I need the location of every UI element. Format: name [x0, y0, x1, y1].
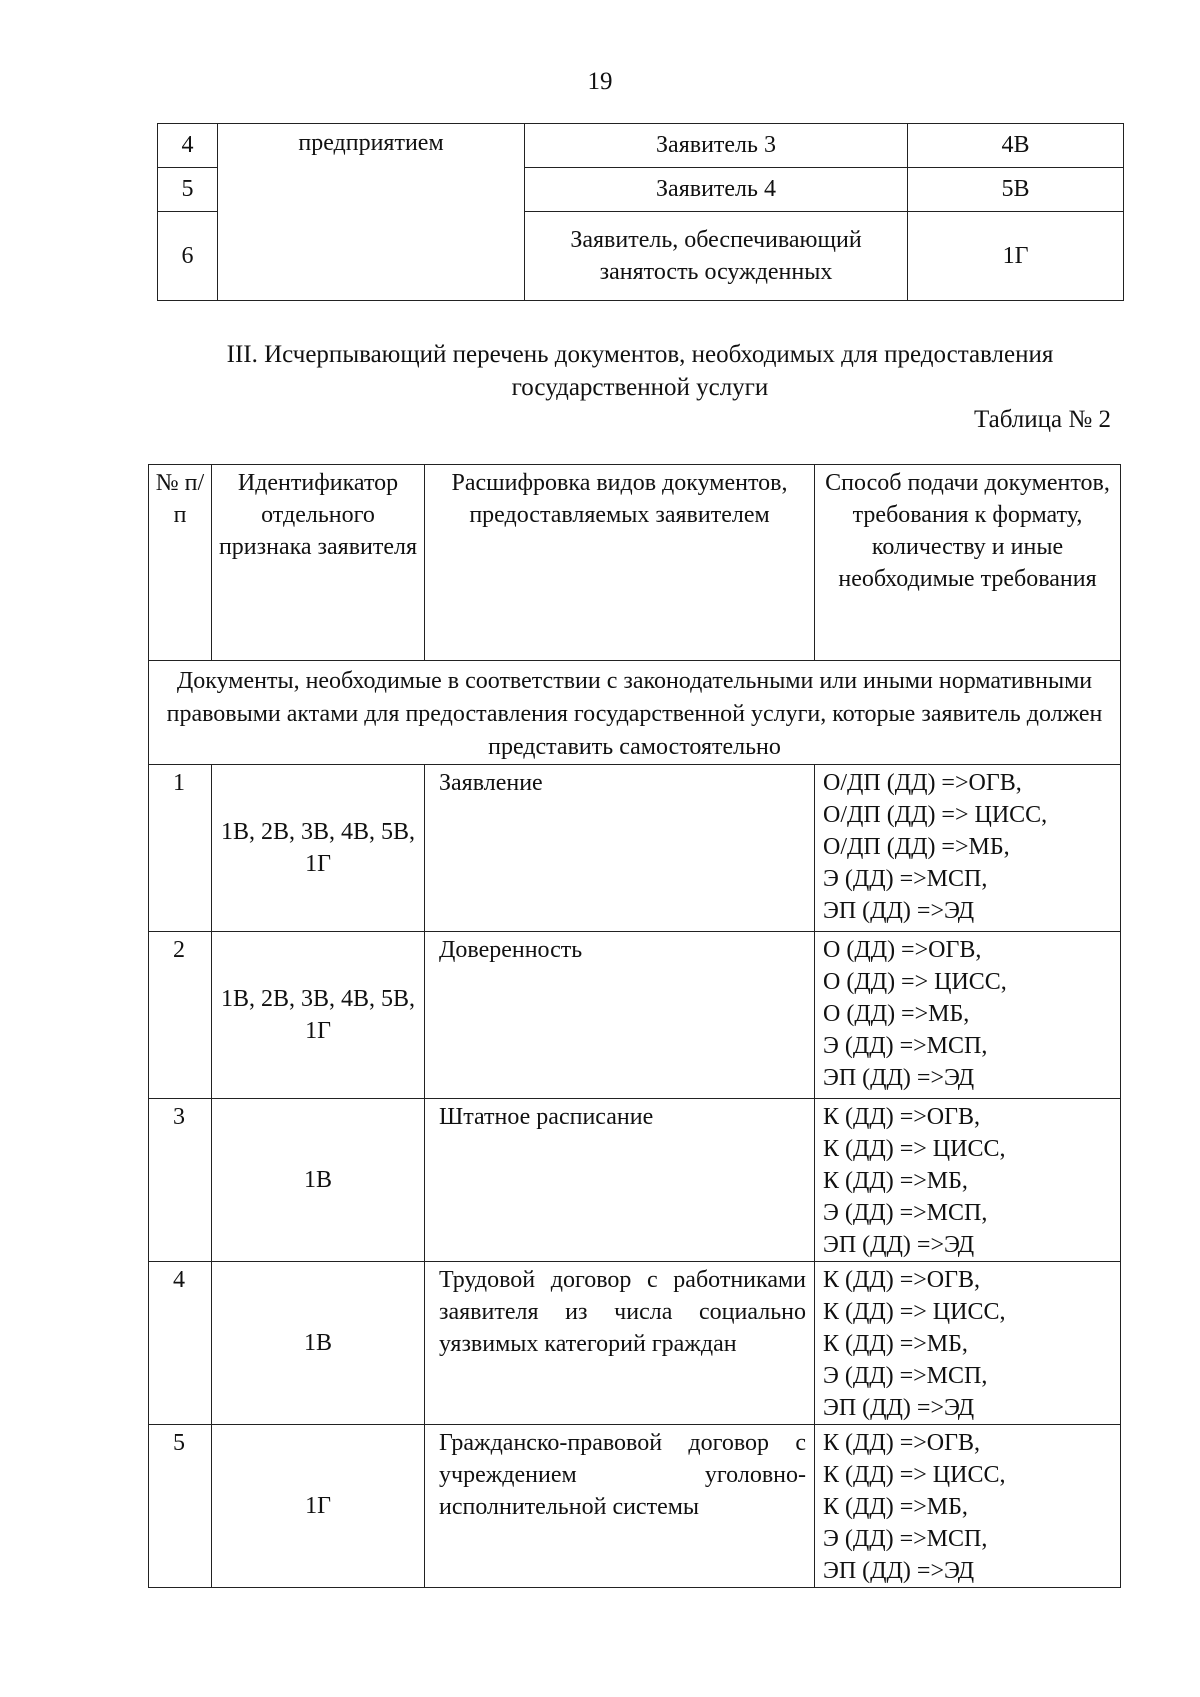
- row-number: 3: [149, 1099, 212, 1262]
- row-identifier: 1В, 2В, 3В, 4В, 5В, 1Г: [212, 765, 425, 932]
- header-documents: Расшифровка видов документов, предоставляемых заявителем: [425, 465, 815, 661]
- applicant-name: Заявитель 3: [525, 124, 908, 168]
- row-identifier: 1В: [212, 1099, 425, 1262]
- applicant-code: 4В: [908, 124, 1124, 168]
- row-number: 5: [149, 1425, 212, 1588]
- table-row: [149, 1425, 1121, 1588]
- row-number: 4: [158, 124, 218, 168]
- row-method: О (ДД) =>ОГВ, О (ДД) => ЦИСС, О (ДД) =>МБ, Э (ДД) =>МСП, ЭП (ДД) =>ЭД: [815, 932, 1121, 1099]
- applicant-name: Заявитель, обеспечивающий занятость осужденных: [525, 212, 908, 301]
- header-num: № п/ п: [149, 465, 212, 661]
- row-number: 2: [149, 932, 212, 1099]
- row-document: Заявление: [425, 765, 815, 932]
- header-method: Способ подачи документов, требования к формату, количеству и иные необходимые требования: [815, 465, 1121, 661]
- documents-table: [148, 464, 1121, 1588]
- row-number: 1: [149, 765, 212, 932]
- row-document: Доверенность: [425, 932, 815, 1099]
- applicant-category-cell: предприятием: [218, 124, 525, 301]
- applicant-code: 1Г: [908, 212, 1124, 301]
- table-row: [149, 1099, 1121, 1262]
- row-method: К (ДД) =>ОГВ, К (ДД) => ЦИСС, К (ДД) =>МБ, Э (ДД) =>МСП, ЭП (ДД) =>ЭД: [815, 1099, 1121, 1262]
- page-number: 19: [587, 68, 613, 95]
- section-title: III. Исчерпывающий перечень документов, необходимых для предоставления государственной услуги: [226, 341, 1054, 401]
- row-identifier: 1В: [212, 1262, 425, 1425]
- group-row: [149, 661, 1121, 765]
- applicant-name: Заявитель 4: [525, 168, 908, 212]
- row-identifier: 1В, 2В, 3В, 4В, 5В, 1Г: [212, 932, 425, 1099]
- row-method: К (ДД) =>ОГВ, К (ДД) => ЦИСС, К (ДД) =>МБ, Э (ДД) =>МСП, ЭП (ДД) =>ЭД: [815, 1262, 1121, 1425]
- table-row: [158, 124, 1124, 168]
- row-document: Штатное расписание: [425, 1099, 815, 1262]
- row-identifier: 1Г: [212, 1425, 425, 1588]
- group-title: Документы, необходимые в соответствии с законодательными или иными нормативными правовыми актами для предоставления государственной услуги, которые заявитель должен представить самостоятельно: [149, 661, 1121, 765]
- table-header-row: [149, 465, 1121, 661]
- row-method: О/ДП (ДД) =>ОГВ, О/ДП (ДД) => ЦИСС, О/ДП (ДД) =>МБ, Э (ДД) =>МСП, ЭП (ДД) =>ЭД: [815, 765, 1121, 932]
- applicant-code: 5В: [908, 168, 1124, 212]
- header-identifier: Идентификатор отдельного признака заявителя: [212, 465, 425, 661]
- table-row: [149, 1262, 1121, 1425]
- table-row: [149, 932, 1121, 1099]
- row-number: 4: [149, 1262, 212, 1425]
- row-document: Гражданско-правовой договор с учреждением уголовно-исполнительной системы: [425, 1425, 815, 1588]
- table-caption: Таблица № 2: [973, 406, 1111, 433]
- row-number: 6: [158, 212, 218, 301]
- applicant-table-continuation: [157, 123, 1124, 301]
- row-number: 5: [158, 168, 218, 212]
- row-document: Трудовой договор с работниками заявителя из числа социально уязвимых категорий граждан: [425, 1262, 815, 1425]
- table-row: [149, 765, 1121, 932]
- row-method: К (ДД) =>ОГВ, К (ДД) => ЦИСС, К (ДД) =>МБ, Э (ДД) =>МСП, ЭП (ДД) =>ЭД: [815, 1425, 1121, 1588]
